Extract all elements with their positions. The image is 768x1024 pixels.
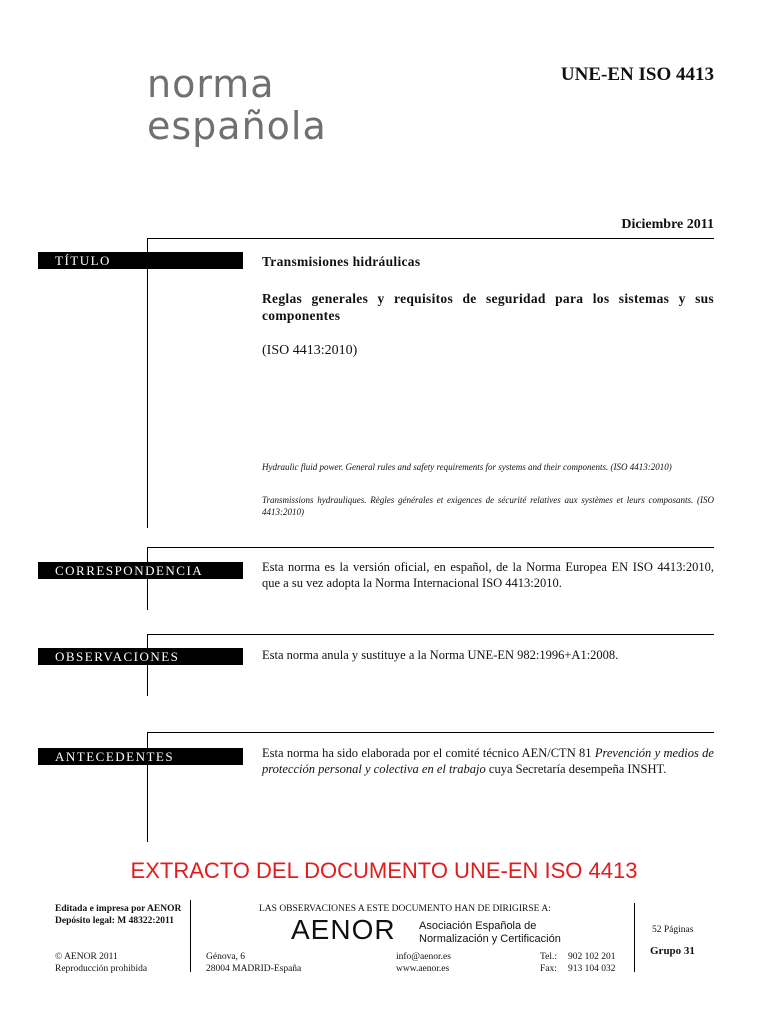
observations-note: LAS OBSERVACIONES A ESTE DOCUMENTO HAN DE DIRIGIRSE A:	[259, 904, 551, 914]
publication-date: Diciembre 2011	[621, 217, 714, 232]
iso-reference: (ISO 4413:2010)	[262, 343, 358, 358]
fax-value: 913 104 032	[568, 964, 616, 974]
reproduction-notice: Reproducción prohibida	[55, 964, 148, 974]
aenor-logo: AENOR	[291, 914, 396, 945]
titulo-top-rule	[147, 238, 714, 239]
french-title: Transmissions hydrauliques. Règles générales et exigences de sécurité relatives aux systèmes et leurs composants. (ISO 4413:2010)	[262, 495, 714, 517]
extract-notice: EXTRACTO DEL DOCUMENTO UNE-EN ISO 4413	[130, 858, 638, 883]
footer-divider-left	[190, 900, 191, 972]
english-title: Hydraulic fluid power. General rules and safety requirements for systems and their components. (ISO 4413:2010)	[262, 462, 672, 472]
tel-value: 902 102 201	[568, 952, 616, 962]
group-number: Grupo 31	[650, 945, 695, 957]
logo-espanola: española	[147, 104, 327, 148]
website-link[interactable]: www.aenor.es	[396, 964, 450, 974]
edited-by: Editada e impresa por AENOR	[55, 904, 182, 914]
committee-scope: Prevención y medios de protección personal y colectiva en el trabajo	[262, 746, 714, 776]
antecedentes-text	[262, 745, 714, 777]
subtitle: Reglas generales y requisitos de seguridad para los sistemas y sus componentes	[262, 291, 714, 323]
antecedentes-text-start: Esta norma ha sido elaborada por el comité técnico AEN/CTN 81	[262, 746, 595, 760]
legal-deposit: Depósito legal: M 48322:2011	[55, 916, 175, 926]
correspondencia-label: CORRESPONDENCIA	[38, 562, 243, 579]
footer-divider-right	[634, 903, 635, 972]
observaciones-label: OBSERVACIONES	[38, 648, 243, 665]
antecedentes-text-end: cuya Secretaría desempeña INSHT.	[485, 762, 667, 776]
org-name-line2: Normalización y Certificación	[419, 933, 561, 945]
titulo-label: TÍTULO	[38, 252, 243, 269]
observaciones-text: Esta norma anula y sustituye a la Norma UNE-EN 982:1996+A1:2008.	[262, 648, 619, 662]
standard-code: UNE-EN ISO 4413	[560, 64, 714, 85]
tel-label: Tel.:	[540, 952, 558, 962]
observaciones-top-rule	[147, 634, 714, 635]
email-link[interactable]: info@aenor.es	[396, 952, 451, 962]
correspondencia-text: Esta norma es la versión oficial, en español, de la Norma Europea EN ISO 4413:2010, que a su vez adopta la Norma Internacional ISO 4413:2010.	[262, 560, 714, 590]
observaciones-left-rule	[147, 634, 148, 696]
antecedentes-top-rule	[147, 732, 714, 733]
fax-label: Fax:	[540, 964, 557, 974]
logo-norma: norma	[147, 62, 275, 106]
copyright: © AENOR 2011	[55, 952, 118, 962]
antecedentes-label: ANTECEDENTES	[38, 748, 243, 765]
address-street: Génova, 6	[206, 952, 246, 962]
org-name-line1: Asociación Española de	[419, 920, 537, 932]
titulo-left-rule	[147, 238, 148, 528]
address-city: 28004 MADRID-España	[206, 964, 302, 974]
page-count: 52 Páginas	[652, 925, 694, 935]
correspondencia-top-rule	[147, 547, 714, 548]
main-title: Transmisiones hidráulicas	[262, 254, 421, 269]
